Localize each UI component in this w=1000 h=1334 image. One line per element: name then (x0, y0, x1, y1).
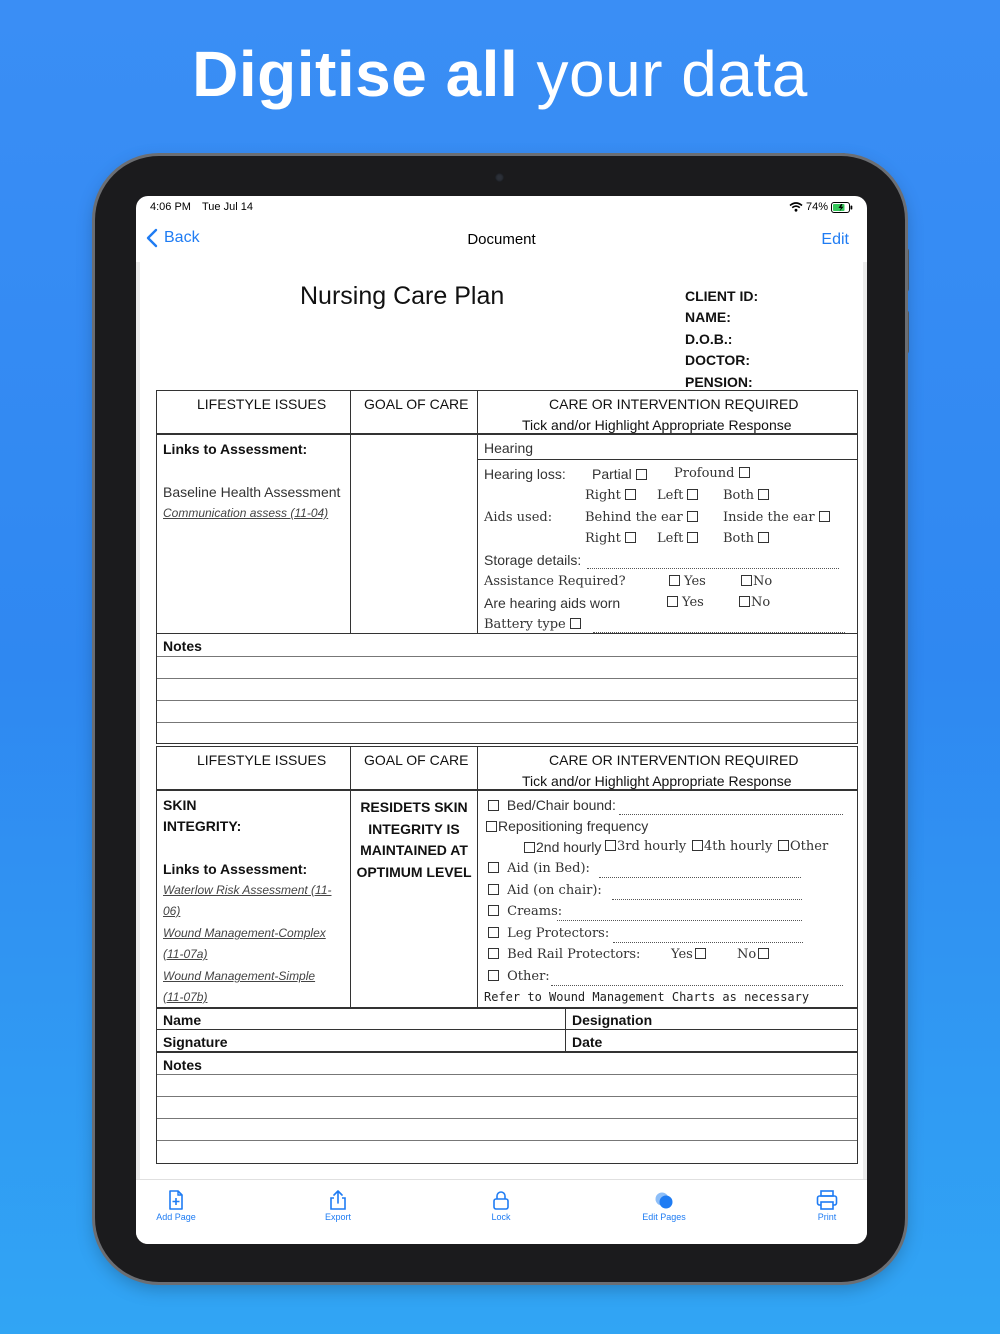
export-button[interactable] (298, 1190, 378, 1222)
checkbox[interactable] (625, 532, 636, 543)
goal-line: MAINTAINED AT (360, 842, 468, 858)
yes-label: Yes (684, 574, 706, 589)
battery-type-field[interactable] (593, 631, 845, 633)
bed-rail-no-option[interactable] (737, 947, 771, 962)
lock-button[interactable] (461, 1190, 541, 1222)
edit-button[interactable]: Edit (821, 231, 849, 248)
loss-both-option[interactable] (723, 488, 773, 503)
aids-used-label: Aids used: (484, 510, 553, 525)
checkbox[interactable] (488, 800, 499, 811)
print-icon (816, 1190, 838, 1210)
aids-right-option[interactable] (585, 531, 640, 546)
goal-of-care-text (351, 797, 477, 883)
worn-label: Are hearing aids worn (484, 595, 621, 611)
header-care: CARE OR INTERVENTION REQUIRED (549, 396, 799, 412)
headline-bold: Digitise all (192, 38, 519, 110)
assist-yes-option[interactable] (665, 574, 706, 589)
lock-label: Lock (491, 1212, 511, 1222)
checkbox[interactable] (524, 842, 535, 853)
export-icon (329, 1190, 347, 1210)
header-lifestyle: LIFESTYLE ISSUES (197, 752, 327, 768)
left-label: Left (657, 531, 684, 546)
yes-label: Yes (671, 947, 693, 962)
edit-pages-icon (653, 1190, 675, 1210)
header-care-sub: Tick and/or Highlight Appropriate Response (522, 417, 792, 433)
hearing-care-table (156, 390, 858, 744)
export-label: Export (324, 1212, 351, 1222)
worn-yes-option[interactable] (663, 595, 704, 610)
links-label: Links to Assessment: (163, 861, 308, 877)
aid-chair-label: Aid (on chair): (507, 883, 602, 898)
signature-label[interactable]: Signature (163, 1034, 228, 1050)
bed-rail-label: Bed Rail Protectors: (507, 947, 641, 962)
right-label: Right (585, 488, 621, 503)
print-button[interactable] (787, 1190, 867, 1222)
aid-chair-option[interactable] (484, 883, 602, 898)
checkbox[interactable] (687, 532, 698, 543)
leg-protectors-option[interactable] (484, 926, 609, 941)
checkbox[interactable] (669, 575, 680, 586)
add-page-button[interactable] (136, 1190, 216, 1222)
checkbox[interactable] (488, 948, 499, 959)
goal-line: INTEGRITY IS (368, 820, 460, 837)
reposition-option[interactable] (484, 818, 648, 834)
aids-left-option[interactable] (657, 531, 702, 546)
wound-complex-link[interactable]: Wound Management-Complex (163, 926, 326, 940)
bottom-toolbar (136, 1179, 867, 1244)
notes-label: Notes (163, 638, 202, 654)
checkbox[interactable] (636, 469, 647, 480)
checkbox[interactable] (692, 840, 703, 851)
other-option[interactable] (484, 969, 550, 984)
checkbox[interactable] (758, 489, 769, 500)
status-date: Tue Jul 14 (202, 201, 253, 213)
back-label: Back (164, 229, 200, 246)
checkbox[interactable] (741, 575, 752, 586)
checkbox[interactable] (695, 948, 706, 959)
client-fields (685, 286, 758, 393)
skin-label: SKIN (163, 797, 197, 813)
integrity-label: INTEGRITY: (163, 818, 242, 834)
assistance-label: Assistance Required? (484, 574, 626, 589)
client-pension-label: PENSION: (685, 373, 753, 390)
aid-chair-field[interactable] (612, 898, 802, 900)
header-goal: GOAL OF CARE (364, 752, 469, 768)
wound-simple-link[interactable]: Wound Management-Simple (163, 969, 316, 983)
wound-simple-link-cont[interactable]: (11-07b) (163, 990, 208, 1004)
hearing-label: Hearing (484, 440, 534, 456)
checkbox[interactable] (687, 511, 698, 522)
wifi-icon (789, 202, 803, 212)
edit-pages-label: Edit Pages (642, 1212, 686, 1222)
date-label[interactable]: Date (572, 1034, 603, 1050)
partial-label: Partial (592, 466, 632, 482)
checkbox[interactable] (819, 511, 830, 522)
loss-left-option[interactable] (657, 488, 702, 503)
header-lifestyle: LIFESTYLE ISSUES (197, 396, 327, 412)
other-field[interactable] (551, 984, 843, 986)
hourly-4-label: 4th hourly (704, 839, 773, 854)
header-care: CARE OR INTERVENTION REQUIRED (549, 752, 799, 768)
other-frequency-label: Other (790, 839, 829, 854)
baseline-text: Baseline Health Assessment (163, 484, 341, 500)
header-care-sub: Tick and/or Highlight Appropriate Response (522, 773, 792, 789)
camera (495, 173, 504, 182)
waterlow-link-cont[interactable]: 06) (163, 904, 181, 918)
inside-ear-label: Inside the ear (723, 510, 815, 525)
bed-rail-yes-option[interactable] (671, 947, 708, 962)
hourly-3-label: 3rd hourly (617, 839, 687, 854)
bed-chair-field[interactable] (619, 813, 843, 815)
edit-pages-button[interactable] (624, 1190, 704, 1222)
document-viewer[interactable] (136, 262, 867, 1180)
no-label: No (753, 574, 773, 589)
behind-ear-option[interactable] (585, 510, 702, 525)
reposition-label: Repositioning frequency (498, 818, 649, 834)
leg-protectors-field[interactable] (613, 941, 803, 943)
right-label: Right (585, 531, 621, 546)
hourly-3-option[interactable] (604, 839, 686, 854)
checkbox[interactable] (488, 884, 499, 895)
checkbox[interactable] (488, 905, 499, 916)
battery-type-label: Battery type (484, 617, 566, 632)
headline (0, 38, 1000, 110)
status-bar (150, 201, 853, 215)
storage-label: Storage details: (484, 552, 582, 568)
navigation-bar (136, 226, 867, 254)
app-screen (136, 196, 867, 1244)
checkbox[interactable] (667, 596, 678, 607)
profound-option[interactable] (674, 466, 754, 481)
aid-bed-option[interactable] (484, 861, 590, 876)
aid-bed-label: Aid (in Bed): (507, 861, 590, 876)
creams-option[interactable] (484, 904, 562, 919)
bed-chair-option[interactable] (484, 797, 616, 813)
headline-light: your data (536, 38, 808, 110)
battery-percent: 74% (805, 201, 828, 213)
nav-title: Document (467, 231, 536, 248)
checkbox[interactable] (570, 618, 581, 629)
checkbox[interactable] (488, 862, 499, 873)
inside-ear-option[interactable] (723, 510, 834, 525)
checkbox[interactable] (488, 970, 499, 981)
document-title: Nursing Care Plan (300, 282, 505, 310)
client-name-label: NAME: (685, 309, 731, 326)
checkbox[interactable] (739, 467, 750, 478)
hourly-2-label: 2nd hourly (536, 839, 602, 855)
profound-label: Profound (674, 466, 735, 481)
assist-no-option[interactable] (737, 574, 772, 589)
other-label: Other: (507, 969, 550, 984)
left-label: Left (657, 488, 684, 503)
designation-label[interactable]: Designation (572, 1012, 653, 1028)
links-label: Links to Assessment: (163, 441, 308, 457)
goal-line: OPTIMUM LEVEL (356, 863, 472, 880)
waterlow-link[interactable]: Waterlow Risk Assessment (11- (163, 883, 332, 897)
checkbox[interactable] (488, 927, 499, 938)
checkbox[interactable] (605, 840, 616, 851)
checkbox[interactable] (739, 596, 750, 607)
client-doctor-label: DOCTOR: (685, 352, 751, 369)
checkbox[interactable] (758, 948, 769, 959)
hourly-4-option[interactable] (691, 839, 772, 854)
hourly-2-option[interactable] (523, 839, 601, 855)
wound-complex-link-cont[interactable]: (11-07a) (163, 947, 208, 961)
other-frequency-option[interactable] (777, 839, 828, 854)
battery-icon (831, 202, 853, 213)
bed-chair-label: Bed/Chair bound: (506, 797, 616, 813)
behind-ear-label: Behind the ear (585, 510, 683, 525)
aids-both-option[interactable] (723, 531, 773, 546)
worn-no-option[interactable] (735, 595, 770, 610)
no-label: No (737, 947, 757, 962)
client-id-label: CLIENT ID: (685, 288, 759, 304)
header-goal: GOAL OF CARE (364, 396, 469, 412)
creams-label: Creams: (507, 904, 563, 919)
refer-note: Refer to Wound Management Charts as necessary (484, 990, 810, 1004)
status-time: 4:06 PM (150, 201, 191, 213)
checkbox[interactable] (778, 840, 789, 851)
hearing-loss-label: Hearing loss: (484, 466, 566, 482)
document-page[interactable] (140, 262, 863, 1180)
partial-option[interactable] (592, 466, 651, 482)
loss-right-option[interactable] (585, 488, 640, 503)
add-page-label: Add Page (156, 1212, 196, 1222)
yes-label: Yes (682, 595, 704, 610)
client-dob-label: D.O.B.: (685, 330, 733, 347)
notes-label: Notes (163, 1057, 202, 1073)
checkbox[interactable] (625, 489, 636, 500)
skin-care-table (156, 746, 858, 1164)
print-label: Print (817, 1212, 837, 1222)
bed-rail-option[interactable] (484, 947, 640, 962)
checkbox[interactable] (486, 821, 497, 832)
battery-type-option[interactable] (484, 617, 585, 632)
both-label: Both (723, 488, 754, 503)
name-label[interactable]: Name (163, 1012, 202, 1028)
checkbox[interactable] (687, 489, 698, 500)
leg-protectors-label: Leg Protectors: (507, 926, 610, 941)
creams-field[interactable] (557, 919, 802, 921)
no-label: No (751, 595, 771, 610)
communication-link[interactable]: Communication assess (11-04) (163, 506, 329, 520)
add-page-icon (167, 1190, 185, 1210)
goal-line: RESIDETS SKIN (360, 799, 468, 815)
both-label: Both (723, 531, 754, 546)
aid-bed-field[interactable] (599, 876, 801, 878)
checkbox[interactable] (758, 532, 769, 543)
storage-field[interactable] (587, 567, 839, 569)
lock-icon (492, 1190, 510, 1210)
